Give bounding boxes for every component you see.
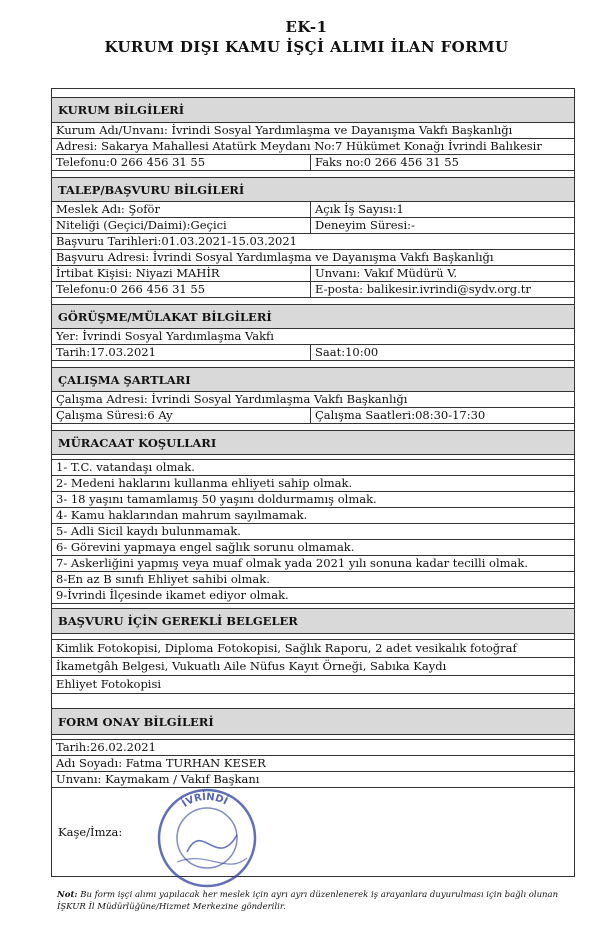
row-onay-tarih bbox=[52, 740, 574, 756]
kurum-faks: Faks no:0 266 456 31 55 bbox=[315, 155, 459, 169]
list-item bbox=[52, 460, 574, 476]
footnote bbox=[57, 889, 577, 913]
svg-text:İVRİNDİ: İVRİNDİ bbox=[180, 791, 230, 810]
footnote-text: Bu form işçi alımı yapılacak her meslek için ayrı ayrı düzenlenerek iş arayanlara duyurulması için bağlı olunan İŞKUR İl Müdürlüğüne/Hizmet Merkezine gönderilir. bbox=[57, 890, 559, 912]
gorusme-yer: Yer: İvrindi Sosyal Yardımlaşma Vakfı bbox=[56, 329, 274, 343]
spacer bbox=[52, 298, 574, 305]
footnote-label: Not: bbox=[57, 890, 78, 900]
kosul-2: 2- Medeni haklarını kullanma ehliyeti sahip olmak. bbox=[56, 476, 353, 490]
kosul-9: 9-İvrindi İlçesinde ikamet ediyor olmak. bbox=[56, 588, 289, 602]
list-item bbox=[52, 508, 574, 524]
row-kurum-adres bbox=[52, 139, 574, 155]
list-item bbox=[52, 492, 574, 508]
belge-1: Kimlik Fotokopisi, Diploma Fotokopisi, Sağlık Raporu, 2 adet vesikalık fotoğraf bbox=[56, 641, 517, 655]
row-calisma-sure bbox=[52, 408, 574, 424]
gorusme-saat: Saat:10:00 bbox=[315, 345, 379, 359]
kosul-3: 3- 18 yaşını tamamlamış 50 yaşını doldurmamış olmak. bbox=[56, 492, 377, 506]
section-muracaat-header: MÜRACAAT KOŞULLARI bbox=[52, 431, 574, 455]
irtibat-kisisi: İrtibat Kişisi: Niyazi MAHİR bbox=[52, 266, 311, 281]
list-item bbox=[52, 640, 574, 658]
deneyim-suresi: Deneyim Süresi:- bbox=[315, 218, 415, 232]
kosul-1: 1- T.C. vatandaşı olmak. bbox=[56, 460, 195, 474]
kurum-telefon: Telefonu:0 266 456 31 55 bbox=[52, 155, 311, 170]
section-kurum-header: KURUM BİLGİLERİ bbox=[52, 98, 574, 123]
kase-imza-area bbox=[52, 788, 574, 876]
list-item bbox=[52, 676, 574, 694]
row-onay-unvan bbox=[52, 772, 574, 788]
talep-telefon: Telefonu:0 266 456 31 55 bbox=[52, 282, 311, 297]
row-basvuru-tarihleri bbox=[52, 234, 574, 250]
calisma-adresi: Çalışma Adresi: İvrindi Sosyal Yardımlaşma Vakfı Başkanlığı bbox=[56, 392, 408, 406]
acik-is-sayisi: Açık İş Sayısı:1 bbox=[315, 202, 404, 216]
onay-adi-soyadi: Adı Soyadı: Fatma TURHAN KESER bbox=[56, 756, 266, 770]
irtibat-unvani: Unvanı: Vakıf Müdürü V. bbox=[315, 266, 458, 280]
kase-imza-label: Kaşe/İmza: bbox=[58, 825, 123, 839]
row-basvuru-adresi bbox=[52, 250, 574, 266]
official-seal bbox=[147, 780, 267, 890]
kurum-adi: Kurum Adı/Unvanı: İvrindi Sosyal Yardımlaşma ve Dayanışma Vakfı Başkanlığı bbox=[56, 123, 513, 137]
onay-tarih: Tarih:26.02.2021 bbox=[56, 740, 156, 754]
row-nitelik bbox=[52, 218, 574, 234]
spacer bbox=[52, 171, 574, 178]
announcement-form bbox=[51, 88, 575, 877]
calisma-saatleri: Çalışma Saatleri:08:30-17:30 bbox=[315, 408, 486, 422]
row-calisma-adres bbox=[52, 392, 574, 408]
spacer bbox=[52, 424, 574, 431]
basvuru-tarihleri: Başvuru Tarihleri:01.03.2021-15.03.2021 bbox=[56, 234, 297, 248]
section-gorusme-header: GÖRÜŞME/MÜLAKAT BİLGİLERİ bbox=[52, 305, 574, 329]
section-talep-header: TALEP/BAŞVURU BİLGİLERİ bbox=[52, 178, 574, 202]
list-item bbox=[52, 524, 574, 540]
row-onay-adsoyad bbox=[52, 756, 574, 772]
talep-eposta: E-posta: balikesir.ivrindi@sydv.org.tr bbox=[315, 282, 531, 296]
kosul-4: 4- Kamu haklarından mahrum sayılmamak. bbox=[56, 508, 308, 522]
kosul-7: 7- Askerliğini yapmış veya muaf olmak yada 2021 yılı sonuna kadar tecilli olmak. bbox=[56, 556, 529, 570]
list-item bbox=[52, 540, 574, 556]
onay-unvani: Unvanı: Kaymakam / Vakıf Başkanı bbox=[56, 772, 260, 786]
list-item bbox=[52, 658, 574, 676]
calisma-suresi: Çalışma Süresi:6 Ay bbox=[52, 408, 311, 423]
spacer bbox=[52, 89, 574, 98]
row-gorusme-yer bbox=[52, 329, 574, 345]
kosul-6: 6- Görevini yapmaya engel sağlık sorunu olmamak. bbox=[56, 540, 355, 554]
section-belgeler-header: BAŞVURU İÇİN GEREKLİ BELGELER bbox=[52, 609, 574, 634]
gorusme-tarih: Tarih:17.03.2021 bbox=[52, 345, 311, 360]
row-irtibat bbox=[52, 266, 574, 282]
kurum-adres: Adresi: Sakarya Mahallesi Atatürk Meydanı No:7 Hükümet Konağı İvrindi Balıkesir bbox=[56, 139, 542, 153]
basvuru-adresi: Başvuru Adresi: İvrindi Sosyal Yardımlaşma ve Dayanışma Vakfı Başkanlığı bbox=[56, 250, 494, 264]
niteligi: Niteliği (Geçici/Daimi):Geçici bbox=[52, 218, 311, 233]
list-item bbox=[52, 572, 574, 588]
row-kurum-tel bbox=[52, 155, 574, 171]
section-calisma-header: ÇALIŞMA ŞARTLARI bbox=[52, 368, 574, 392]
form-code: EK-1 bbox=[285, 18, 328, 36]
form-title: KURUM DIŞI KAMU İŞÇİ ALIMI İLAN FORMU bbox=[104, 38, 509, 56]
list-item bbox=[52, 476, 574, 492]
kosul-5: 5- Adli Sicil kaydı bulunmamak. bbox=[56, 524, 241, 538]
list-item bbox=[52, 588, 574, 604]
list-item bbox=[52, 556, 574, 572]
section-onay-header: FORM ONAY BİLGİLERİ bbox=[52, 709, 574, 735]
row-gorusme-tarih bbox=[52, 345, 574, 361]
row-iletisim bbox=[52, 282, 574, 298]
row-kurum-adi bbox=[52, 123, 574, 139]
belge-2: İkametgâh Belgesi, Vukuatlı Aile Nüfus Kayıt Örneği, Sabıka Kaydı bbox=[56, 659, 447, 673]
spacer bbox=[52, 694, 574, 709]
spacer bbox=[52, 361, 574, 368]
belge-3: Ehliyet Fotokopisi bbox=[56, 677, 162, 691]
meslek-adi: Meslek Adı: Şoför bbox=[52, 202, 311, 217]
row-meslek bbox=[52, 202, 574, 218]
kosul-8: 8-En az B sınıfı Ehliyet sahibi olmak. bbox=[56, 572, 270, 586]
